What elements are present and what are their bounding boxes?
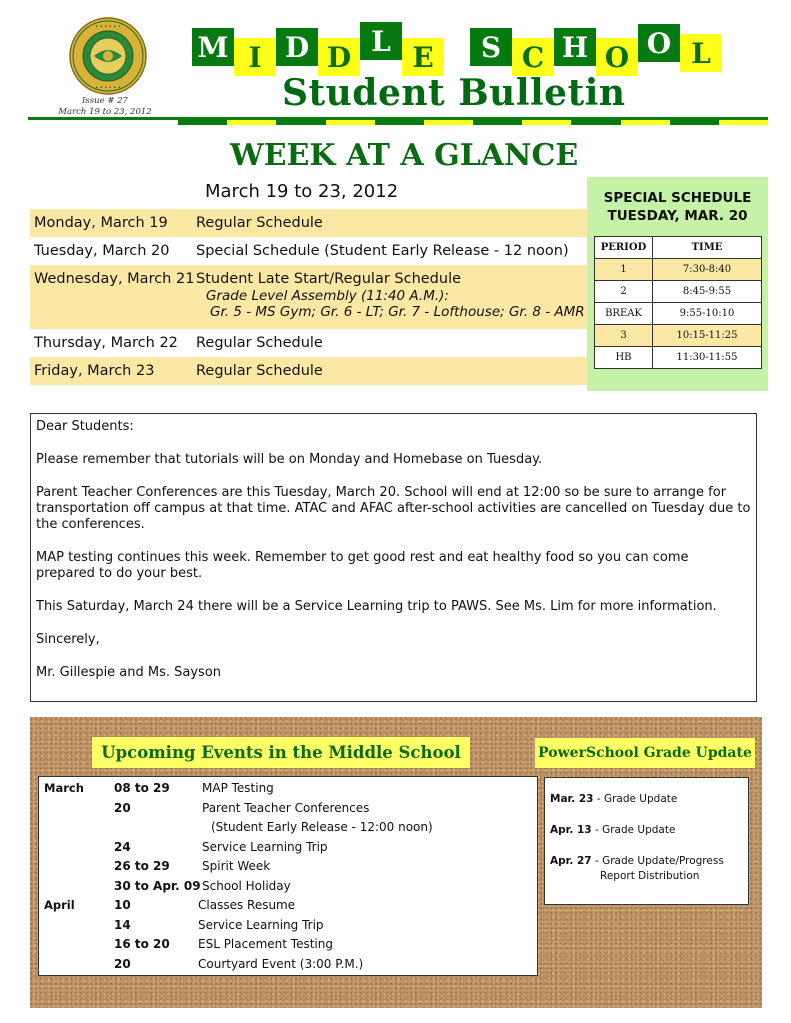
title-letter: D	[276, 28, 318, 66]
letter-closing: Sincerely,	[36, 632, 100, 647]
event-name: Courtyard Event (3:00 P.M.)	[198, 956, 364, 971]
event-month: April	[44, 898, 75, 912]
event-row	[44, 840, 532, 860]
schedule-row	[595, 325, 762, 347]
event-name: Parent Teacher Conferences	[202, 800, 370, 815]
special-schedule-title-line: SPECIAL SCHEDULE	[603, 190, 752, 206]
week-day: Monday, March 19	[34, 215, 168, 231]
col-period-header: PERIOD	[595, 237, 653, 259]
week-day: Thursday, March 22	[34, 335, 178, 351]
week-row	[30, 237, 587, 265]
event-row	[44, 820, 532, 840]
event-row	[44, 859, 532, 879]
title-letter: H	[554, 28, 596, 66]
event-row	[44, 898, 532, 918]
title-letter: O	[638, 24, 680, 62]
event-name: School Holiday	[202, 878, 291, 893]
col-time-header: TIME	[653, 237, 762, 259]
title-letter: I	[234, 38, 276, 76]
event-row	[44, 937, 532, 957]
title-letter: M	[192, 28, 234, 66]
event-name: (Student Early Release - 12:00 noon)	[211, 820, 433, 834]
event-date: 20	[114, 800, 131, 815]
issue-info	[40, 96, 170, 118]
event-date: 14	[114, 917, 131, 932]
grade-update-text: - Grade Update/Progress	[594, 855, 724, 867]
letter-paragraph: This Saturday, March 24 there will be a Service Learning trip to PAWS. See Ms. Lim for more information.	[36, 599, 717, 614]
grade-update-item	[550, 792, 743, 807]
middle-school-title	[0, 0, 791, 80]
powerschool-title: PowerSchool Grade Update	[535, 738, 755, 768]
event-name: Spirit Week	[202, 859, 271, 873]
event-date: 26 to 29	[114, 859, 170, 873]
event-date: 24	[114, 839, 131, 854]
week-at-a-glance-heading: WEEK AT A GLANCE	[230, 138, 579, 173]
event-date: 10	[114, 898, 131, 912]
header-dash-rule	[178, 120, 768, 125]
event-name: MAP Testing	[202, 781, 274, 795]
grade-update-text: - Grade Update	[596, 793, 678, 805]
grade-update-item	[550, 854, 743, 884]
week-desc: Regular Schedule	[196, 215, 323, 231]
event-date: 20	[114, 956, 131, 971]
letter-signature: Mr. Gillespie and Ms. Sayson	[36, 665, 222, 680]
grade-update-text: - Grade Update	[594, 824, 676, 836]
week-desc: Student Late Start/Regular Schedule	[196, 271, 462, 287]
letter-paragraph: Parent Teacher Conferences are this Tuesday, March 20. School will end at 12:00 so be sure to arrange for transportation off campus at that time. ATAC and AFAC after-school activities are cancelled on Tuesday due to the conferences.	[36, 485, 751, 532]
schedule-row	[595, 281, 762, 303]
powerschool-list	[544, 777, 749, 905]
time-cell: 9:55-10:10	[653, 303, 762, 325]
schedule-row	[595, 303, 762, 325]
week-row	[30, 265, 587, 329]
event-row	[44, 879, 532, 899]
title-letter: C	[512, 38, 554, 76]
week-day: Friday, March 23	[34, 363, 155, 379]
upcoming-events-list	[38, 776, 538, 976]
grade-update-item	[550, 823, 743, 838]
title-letter: O	[596, 38, 638, 76]
event-date: 30 to Apr. 09	[114, 878, 201, 893]
grade-update-date: Mar. 23	[550, 793, 594, 805]
time-cell: 8:45-9:55	[653, 281, 762, 303]
cork-board	[30, 717, 762, 1008]
week-desc: Regular Schedule	[196, 335, 323, 351]
event-name: Service Learning Trip	[202, 839, 328, 854]
week-row	[30, 357, 587, 385]
special-schedule-title-line: TUESDAY, MAR. 20	[607, 208, 748, 224]
schedule-row	[595, 259, 762, 281]
letter-paragraph: MAP testing continues this week. Remember to get good rest and eat healthy food so you can come prepared to do your best.	[36, 550, 689, 581]
letter-greeting: Dear Students:	[36, 419, 134, 434]
week-note: Grade Level Assembly (11:40 A.M.):	[206, 288, 449, 304]
grade-update-text: Report Distribution	[600, 870, 700, 882]
event-month: March	[44, 781, 84, 795]
period-cell: BREAK	[595, 303, 653, 325]
time-cell: 11:30-11:55	[653, 347, 762, 369]
principal-letter	[30, 413, 757, 702]
title-letter: L	[360, 22, 402, 60]
period-cell: 2	[595, 281, 653, 303]
event-date: 08 to 29	[114, 781, 170, 795]
time-cell: 7:30-8:40	[653, 259, 762, 281]
bulletin-title: Student Bulletin	[282, 72, 626, 114]
event-row	[44, 957, 532, 977]
grade-update-date: Apr. 13	[550, 824, 592, 836]
week-desc: Special Schedule (Student Early Release - 12 noon)	[196, 243, 569, 259]
week-desc: Regular Schedule	[196, 363, 323, 379]
letter-paragraph: Please remember that tutorials will be on Monday and Homebase on Tuesday.	[36, 452, 543, 467]
upcoming-events-title: Upcoming Events in the Middle School	[92, 737, 470, 768]
event-date: 16 to 20	[114, 937, 170, 951]
event-row	[44, 801, 532, 821]
week-day: Wednesday, March 21	[34, 271, 195, 287]
week-date-range: March 19 to 23, 2012	[205, 181, 399, 202]
issue-dates: March 19 to 23, 2012	[58, 107, 152, 117]
title-letter: S	[470, 28, 512, 66]
title-letter: D	[318, 38, 360, 76]
time-cell: 10:15-11:25	[653, 325, 762, 347]
svg-text:• • • • • •: • • • • • •	[95, 85, 121, 91]
period-cell: 3	[595, 325, 653, 347]
week-row	[30, 329, 587, 357]
special-schedule-box	[587, 177, 768, 391]
event-row	[44, 781, 532, 801]
special-schedule-table	[594, 236, 762, 369]
grade-update-date: Apr. 27	[550, 855, 592, 867]
title-letter: L	[680, 34, 722, 72]
svg-text:• • • • • •: • • • • • •	[95, 24, 121, 30]
week-note: Gr. 5 - MS Gym; Gr. 6 - LT; Gr. 7 - Lofthouse; Gr. 8 - AMR	[210, 304, 585, 320]
event-name: Classes Resume	[198, 898, 296, 912]
week-row	[30, 209, 587, 237]
title-letter: E	[402, 38, 444, 76]
week-day: Tuesday, March 20	[34, 243, 170, 259]
period-cell: HB	[595, 347, 653, 369]
week-table	[30, 209, 587, 385]
period-cell: 1	[595, 259, 653, 281]
event-name: Service Learning Trip	[198, 917, 324, 932]
issue-number: Issue # 27	[82, 96, 128, 106]
event-name: ESL Placement Testing	[198, 937, 333, 951]
schedule-row	[595, 347, 762, 369]
event-row	[44, 918, 532, 938]
special-schedule-title	[587, 189, 768, 225]
